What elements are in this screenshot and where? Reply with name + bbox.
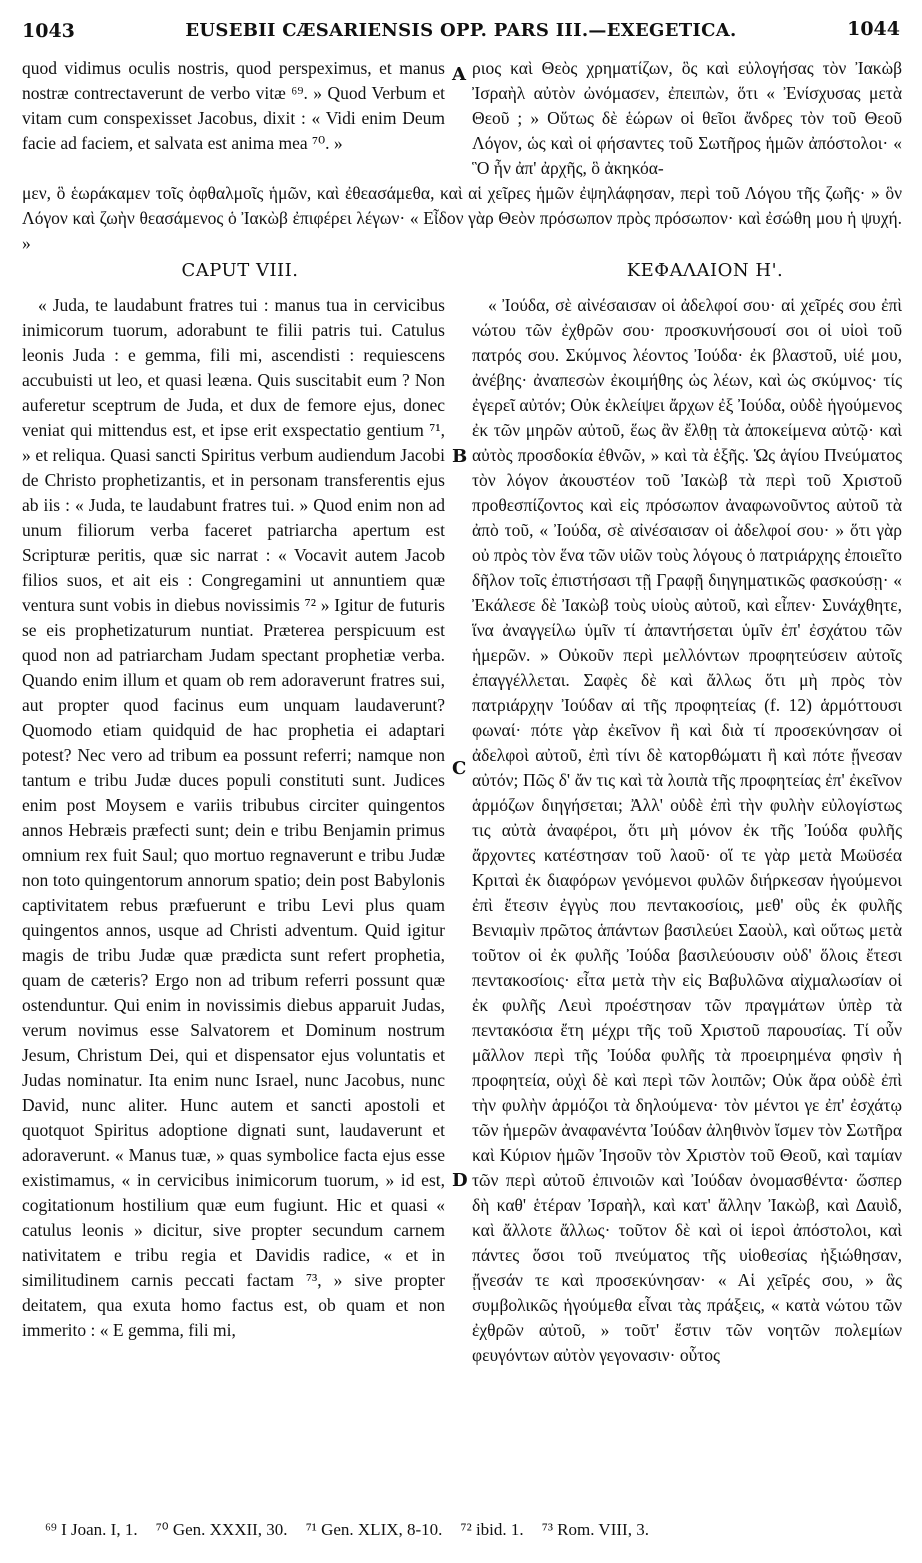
margin-marker-a: A — [452, 64, 466, 85]
full-width-greek-line: μεν, ὃ ἑωράκαμεν τοῖς ὀφθαλμοῖς ἡμῶν, καὶ ἐθεασάμεθα, καὶ αἱ χεῖρες ἡμῶν ἐψηλάφησαν, περὶ τοῦ Λόγου τῆς ζωῆς· » ὃν Λόγον καὶ ζωὴν θεασάμενος ὁ Ἰακὼβ ἐπιφέρει λέγων· « Εἶδον γὰρ Θεὸν πρόσωπον πρὸς πρόσωπον· καὶ ἐσώθη μου ἡ ψυχή. » — [22, 183, 902, 253]
top-right-greek-column — [472, 56, 902, 181]
greek-body-column — [472, 293, 902, 1368]
footnote-70: ⁷⁰ Gen. XXXII, 30. — [155, 1520, 288, 1539]
footnote-73: ⁷³ Rom. VIII, 3. — [541, 1520, 649, 1539]
margin-marker-c: C — [452, 758, 467, 779]
greek-body-text: « Ἰούδα, σὲ αἰνέσαισαν οἱ ἀδελφοί σου· αἱ χεῖρές σου ἐπὶ νώτου τῶν ἐχθρῶν σου· προσκυνήσουσί σοι οἱ υἱοὶ τοῦ πατρός σου. Σκύμνος λέοντος Ἰούδα· ἐκ βλαστοῦ, υἱέ μου, ἀνέβης· ἀναπεσὼν ἐκοιμήθης ὡς λέων, καὶ ὡς σκύμνος· τίς ἐγερεῖ αὐτόν; Οὐκ ἐκλείψει ἄρχων ἐξ Ἰούδα, οὐδὲ ἡγούμενος ἐκ τῶν μηρῶν αὐτοῦ, ἕως ἂν ἔλθῃ τὰ ἀποκείμενα αὐτῷ· καὶ αὐτὸς προσδοκία ἐθνῶν, » καὶ τὰ ἑξῆς. Ὡς ἁγίου Πνεύματος τὸν λόγον ἀκουστέον τοῦ Ἰακὼβ τὰ περὶ τοῦ Χριστοῦ προθεσπίζοντος καὶ εἰς πρόσωπον ἀναφωνοῦντος αὐτοῦ τὰ ἀπὸ τοῦ, « Ἰούδα, σὲ αἰνέσαισαν οἱ ἀδελφοί σου· » ὅτι γὰρ οὐ πρὸς τὸν ἕνα τῶν υἱῶν τοὺς λόγους ὁ πατριάρχης ἐποιεῖτο δῆλον τοῖς ἐπιστήσασι τῇ Γραφῇ διηγηματικῶς φασκούσῃ· « Ἐκάλεσε δὲ Ἰακὼβ τοὺς υἱοὺς αὐτοῦ, καὶ εἶπεν· Συνάχθητε, ἵνα ἀναγγείλω ὑμῖν τί ἀπαντήσεται ὑμῖν ἐπ' ἐσχάτου τῶν ἡμερῶν. » Οὐκοῦν περὶ μελλόντων προφητεύσειν αὐτοῖς ἐπαγγέλλεται. Σαφὲς δὲ καὶ ἄλλως ὅτι μὴ πρὸς τὸν πατριάρχην Ἰούδαν αἱ τῆς προφητείας (f. 12) ἁρμόττουσι φωναί· πότε γὰρ ἐκεῖνον ἢ καὶ διὰ τί προσεκύνησαν οἱ ἀδελφοὶ αὐτοῦ, ἐπὶ τίνι δὲ κατορθώματι ἢ καὶ πότε ᾔνεσαν αὐτόν; Πῶς δ' ἄν τις καὶ τὰ λοιπὰ τῆς προφητείας ἐπ' ἐκεῖνον ἁρμόζων διηγήσεται; Ἀλλ' οὐδὲ ἐπὶ τὴν φυλὴν εὐλογίστως τις αὐτὰ ἀναφέροι, ὅτι μὴ μόνον ἐκ τῆς Ἰούδα φυλῆς ἄρχοντες κατέστησαν τοῦ λαοῦ· οἵ τε γὰρ μετὰ Μωϋσέα Κριταὶ ἐκ διαφόρων γενόμενοι φυλῶν διήρκεσαν ἡγούμενοι ἐπὶ ἔτεσιν ἐγγὺς που πεντακοσίοις, μεθ' οὓς ἐκ φυλῆς Βενιαμὶν πρῶτος ἁπάντων βασιλεύει Σαοὺλ, καὶ οὕτως μετὰ τοῦτον οἱ ἐκ φυλῆς Ἰούδα βασιλεύουσιν οὐδ' ὅλοις ἔτεσι πεντακοσίοις· εἶτα μετὰ τὴν εἰς Βαβυλῶνα αἰχμαλωσίαν οἱ ἐκ φυλῆς Λευὶ προέστησαν τῶν πραγμάτων ὑπὲρ τὰ πεντακόσια ἔτη μέχρι τῆς τοῦ Χριστοῦ παρουσίας. Τί οὖν μᾶλλον περὶ τῆς Ἰούδα φυλῆς τὰ προειρημένα φησὶν ἡ προφητεία, οὐχὶ δὲ καὶ περὶ τῶν λοιπῶν; Οὐκ ἄρα οὐδὲ ἐπὶ τὴν φυλὴν ἁρμόζοι τὰ δηλούμενα· τὸν μέντοι γε ἐπ' ἐσχάτῳ τῶν ἡμερῶν ἀναφανέντα Ἰούδαν ἀληθινὸν ἴσμεν τὸν Σωτῆρα καὶ Κύριον ἡμῶν Ἰησοῦν τὸν Χριστὸν τοῦ Θεοῦ, καὶ ταμίαν τῶν περὶ αὐτοῦ ἐπινοιῶν καὶ Ἰούδαν ὀνομασθέντα· ὥσπερ δὴ καθ' ἑτέραν Ἰσραὴλ, καὶ κατ' ἄλλην Ἰακὼβ, καὶ Δαυὶδ, καὶ ἄλλοτε ἄλλως· τοῦτον δὲ καὶ οἱ ἱεροὶ ἀπόστολοι, καὶ πάντες ὅσοι τοῦ πνεύματος τῆς υἱοθεσίας ἠξιώθησαν, ᾔνεσάν τε καὶ προσεκύνησαν· « Αἱ χεῖρές σου, » ἃς συμβολικῶς ἡγούμεθα εἶναι τὰς πράξεις, « κατὰ νώτου τῶν ἐχθρῶν αὐτοῦ, » τοῦτ' ἔστιν τῶν νοητῶν πολεμίων φευγόντων αὐτὸν γεγονασιν· οὗτος — [472, 295, 902, 1365]
caput-heading: CAPUT VIII. — [181, 260, 299, 281]
greek-paragraph: ριος καὶ Θεὸς χρηματίζων, ὃς καὶ εὐλογήσας τὸν Ἰακὼβ Ἰσραὴλ αὐτὸν ὠνόμασεν, ἐπειπὼν, ὅτι « Ἐνίσχυσας μετὰ Θεοῦ ; » Οὕτως δὲ ἑώρων οἱ θεῖοι ἄνδρες τὸν τοῦ Θεοῦ Λόγον, ὡς καὶ οἱ φήσαντες τοῦ Σωτῆρος ἡμῶν ἀπόστολοι· « Ὃ ἦν ἀπ' ἀρχῆς, ὃ ἀκηκόα- — [472, 58, 902, 178]
latin-body-column — [22, 293, 445, 1343]
page-number-left: 1043 — [22, 20, 75, 42]
page-number-right: 1044 — [847, 18, 900, 40]
margin-marker-d: D — [452, 1170, 468, 1191]
latin-body-text: « Juda, te laudabunt fratres tui : manus tua in cervicibus inimicorum tuorum, adorabunt te filii patris tui. Catulus leonis Juda : e gemma, fili mi, ascendisti : requiescens accubuisti ut leo, et quasi leæna. Quis suscitabit eum ? Non auferetur sceptrum de Juda, et dux de femore ejus, donec veniat qui mittendus est, et ipse erit exspectatio gentium ⁷¹, » et reliqua. Quasi sancti Spiritus verbum audiendum Jacobi de Christo prophetizantis, et in personam transferentis ejus ab iis : « Juda, te laudabunt fratres tui. » Quod enim non ad unum filiorum verba faceret patriarcha apertum est Scripturæ peritis, quæ sic narrat : « Vocavit autem Jacob filios suos, et ait eis : Congregamini ut annuntiem quæ ventura sunt vobis in diebus novissimis ⁷² » Igitur de futuris se eis prophetizaturum nuntiat. Præterea perspicuum est quod non ad patriarcham Judam spectant prophetiæ verba. Quando enim illum et quam ob rem adoraverunt fratres sui, aut propter quod facinus eum unquam laudaverunt? Quomodo etiam quidquid de hac prophetia ei adaptari potest? Nec vero ad tribum ea possunt referri; namque non tantum e tribu Judæ duces populi constituti sunt. Judices enim post Moysem e variis tribubus circiter quingentos annos Hebræis præfecti sunt; dein e tribu Benjamin primus omnium rex fuit Saul; quo mortuo regnaverunt e tribu Judæ non toto quingentorum annorum spatio; dein post Babylonis captivitatem rebus præfuerunt e tribu Levi plus quam quingentos annos, usque ad Christi adventum. Quid igitur magis de tribu Judæ quæ prædicta sunt refert prophetia, quam de cæteris? Ergo non ad tribum referri possunt quæ ostenduntur. Qui enim in novissimis diebus apparuit Judas, verum novimus esse Salvatorem et Dominum nostrum Jesum, Christum Dei, qui et dispensator ejus voluntatis et Judas nominatur. Ita enim nunc Israel, nunc Jacobus, nunc David, nunc aliter. Hunc autem et sancti apostoli et quotquot Spiritus adoptione dignati sunt, laudaverunt et adoraverunt. « Manus tuæ, » quas symbolice facta ejus esse existimamus, « in cervicibus inimicorum tuorum, » id est, cogitationum hostilium quæ eum fugiunt. Hic et quasi « catulus leonis » dicitur, sive propter secundum carnem nativitatem e tribu regia et Davidis radice, « et in similitudinem carnis peccati factam ⁷³, » sive propter deitatem, qua exuta homo factus est, ob quam et non immerito : « E gemma, fili mi, — [22, 295, 445, 1340]
running-title: EUSEBII CÆSARIENSIS OPP. PARS III.—EXEGETICA. — [185, 20, 737, 41]
page-header — [22, 12, 900, 48]
latin-paragraph: quod vidimus oculis nostris, quod perspeximus, et manus nostræ contrectaverunt de verbo vitæ ⁶⁹. » Quod Verbum et vitam cum conspexisset Jacobus, dixit : « Vidi enim Deum facie ad faciem, et salvata est anima mea ⁷⁰. » — [22, 58, 445, 153]
footnote-72: ⁷² ibid. 1. — [460, 1520, 524, 1539]
kephalaion-heading: ΚΕΦΑΛΑΙΟΝ Η'. — [626, 260, 784, 281]
footnote-69: ⁶⁹ I Joan. I, 1. — [45, 1520, 138, 1539]
top-left-latin-column — [22, 56, 445, 156]
margin-marker-b: B — [452, 446, 468, 467]
footnote-71: ⁷¹ Gen. XLIX, 8-10. — [305, 1520, 443, 1539]
footnotes — [45, 1520, 875, 1540]
